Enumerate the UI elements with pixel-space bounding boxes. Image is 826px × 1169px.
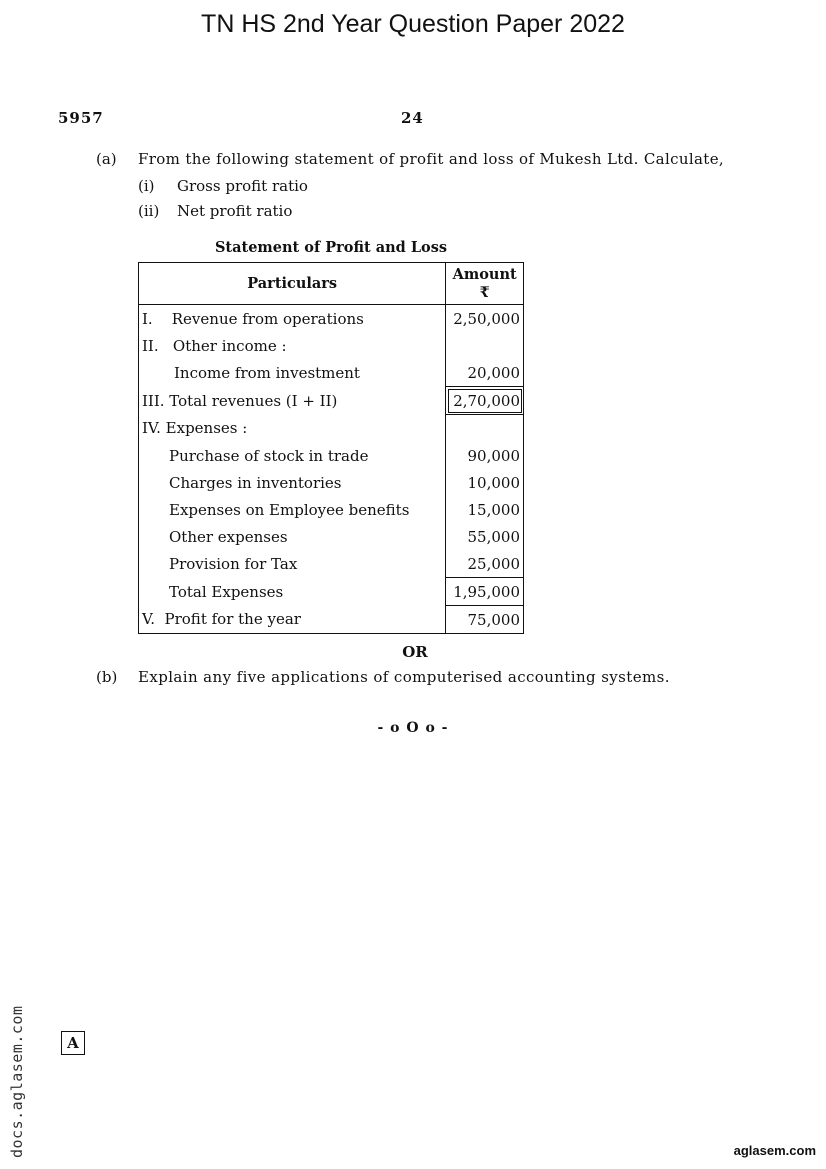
column-header-particulars: Particulars [139, 263, 446, 305]
sub-item-label: (i) [138, 177, 155, 195]
amount-cell: 25,000 [467, 554, 520, 573]
page-number: 24 [401, 109, 424, 127]
sub-item-text: Gross profit ratio [177, 177, 308, 195]
table-row [139, 606, 524, 634]
table-row [139, 442, 524, 469]
paper-code: 5957 [58, 109, 104, 127]
particular-cell: Purchase of stock in trade [139, 442, 446, 469]
question-b-text: Explain any five applications of computerised accounting systems. [138, 668, 670, 686]
table-row [139, 550, 524, 578]
particular-cell: Income from investment [139, 359, 446, 387]
particular-text: II. Other income : [142, 336, 287, 355]
or-separator: OR [402, 643, 428, 661]
footer-brand: aglasem.com [733, 1143, 816, 1158]
particular-cell: III. Total revenues (I + II) [139, 387, 446, 415]
table-row [139, 578, 524, 606]
particular-cell [139, 305, 446, 333]
sub-item-label: (ii) [138, 202, 160, 220]
amount-cell: 1,95,000 [446, 578, 524, 606]
amount-cell: 55,000 [467, 527, 520, 546]
page-header-title: TN HS 2nd Year Question Paper 2022 [201, 10, 625, 38]
particular-cell: Provision for Tax [139, 550, 446, 578]
rupee-icon: ₹ [479, 283, 490, 301]
particular-cell: Other expenses [139, 523, 446, 550]
table-header-row [139, 263, 524, 305]
table-row [139, 359, 524, 387]
amount-cell: 15,000 [467, 500, 520, 519]
amount-cell: 20,000 [467, 363, 520, 382]
amount-cell: 90,000 [467, 446, 520, 465]
table-row [139, 469, 524, 496]
statement-title: Statement of Profit and Loss [214, 239, 448, 256]
particular-cell [139, 332, 446, 359]
table-row [139, 523, 524, 550]
particular-cell [139, 606, 446, 634]
table-row [139, 496, 524, 523]
table-row [139, 332, 524, 359]
amount-cell: 2,70,000 [446, 387, 524, 415]
set-box: A [61, 1031, 85, 1055]
table-row [139, 387, 524, 415]
amount-cell [446, 415, 524, 443]
table-row [139, 305, 524, 333]
particular-text: I. Revenue from operations [142, 309, 364, 328]
particular-cell: Charges in inventories [139, 469, 446, 496]
particular-cell: IV. Expenses : [139, 415, 446, 443]
question-b-label: (b) [96, 668, 118, 686]
particular-cell: Expenses on Employee benefits [139, 496, 446, 523]
end-mark: - o O o - [377, 720, 449, 736]
amount-cell: 75,000 [467, 610, 520, 629]
sub-item-text: Net profit ratio [177, 202, 293, 220]
question-a-text: From the following statement of profit and loss of Mukesh Ltd. Calculate, [138, 150, 725, 168]
table-row [139, 415, 524, 443]
column-header-amount [446, 263, 524, 305]
amount-header-label: Amount [452, 265, 517, 283]
amount-cell: 2,50,000 [453, 309, 520, 328]
amount-cell: 10,000 [467, 473, 520, 492]
particular-cell: Total Expenses [139, 578, 446, 606]
particular-text: V. Profit for the year [142, 610, 301, 629]
question-a-label: (a) [96, 150, 117, 168]
profit-loss-table [138, 262, 524, 634]
watermark-text: docs.aglasem.com [8, 1005, 26, 1158]
amount-cell [446, 332, 524, 359]
